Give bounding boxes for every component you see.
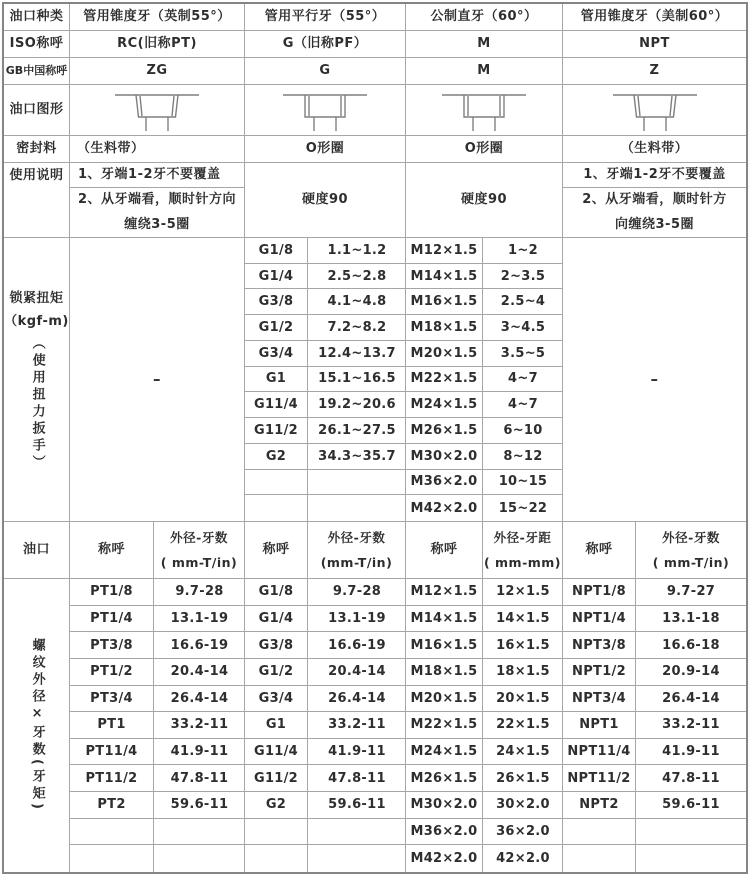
size-header-m-unit-line2: ( mm-mm) bbox=[483, 555, 562, 570]
torque-g-cell-value: 2.5~2.8 bbox=[308, 264, 406, 290]
torque-m-cell-value: 4~7 bbox=[483, 392, 563, 418]
torque-g-cell-value: 7.2~8.2 bbox=[308, 315, 406, 341]
iso-npt: NPT bbox=[639, 35, 670, 51]
gb-rc: ZG bbox=[70, 58, 245, 84]
row-seal bbox=[4, 136, 746, 163]
torque-m-cell-name: M14×1.5 bbox=[406, 264, 483, 290]
sizes-pt-cell-value: 59.6-11 bbox=[154, 792, 245, 819]
sizes-m-cell-value: 14×1.5 bbox=[483, 606, 563, 633]
seal-g: O形圈 bbox=[245, 136, 406, 162]
sizes-g-cell-value bbox=[308, 819, 406, 846]
torque-g-cell-name bbox=[245, 470, 308, 496]
torque-rc: – bbox=[70, 238, 245, 521]
row-diagram bbox=[4, 85, 746, 136]
usage-npt-line1: 1、牙端1-2牙不要覆盖 bbox=[563, 163, 746, 188]
torque-label-vertical: （使用扭力扳手） bbox=[29, 335, 45, 472]
torque-m-cell-name: M26×1.5 bbox=[406, 418, 483, 444]
usage-rc bbox=[70, 163, 245, 237]
seal-npt: （生料带） bbox=[620, 140, 689, 156]
seal-m: O形圈 bbox=[406, 136, 563, 162]
sizes-npt-cell-name: NPT1/8 bbox=[563, 579, 636, 606]
iso-m: M bbox=[406, 31, 563, 57]
sizes-npt-cell-value: 33.2-11 bbox=[636, 712, 746, 739]
sizes-npt-cell-value: 20.9-14 bbox=[636, 659, 746, 686]
torque-m-cell-value: 15~22 bbox=[498, 500, 548, 516]
row-gb bbox=[4, 58, 746, 85]
port-section-icon bbox=[277, 88, 373, 132]
port-diagram-npt bbox=[563, 85, 746, 135]
sizes-m-cell-name: M42×2.0 bbox=[406, 845, 483, 872]
torque-m-cell-name: M18×1.5 bbox=[406, 315, 483, 341]
torque-m-cell-value: 8~12 bbox=[483, 444, 563, 470]
usage-m: 硬度90 bbox=[406, 163, 563, 237]
sizes-g-cell-name: G1/8 bbox=[245, 579, 308, 606]
torque-m-cell-value: 6~10 bbox=[483, 418, 563, 444]
torque-g-cell-name: G3/8 bbox=[245, 289, 308, 315]
sizes-m-grid bbox=[406, 579, 563, 872]
torque-g-cell-value: 26.1~27.5 bbox=[308, 418, 406, 444]
sizes-pt-grid bbox=[70, 579, 245, 872]
sizes-npt-cell-name: NPT1 bbox=[563, 712, 636, 739]
seal-rc: （生料带） bbox=[70, 136, 245, 162]
size-header-g-unit bbox=[308, 522, 406, 578]
sizes-g-cell-name: G11/2 bbox=[245, 765, 308, 792]
usage-rc-line2-3 bbox=[70, 188, 244, 237]
sizes-m-cell-name: M18×1.5 bbox=[406, 659, 483, 686]
sizes-m-cell-value: 36×2.0 bbox=[483, 819, 563, 846]
sizes-g-cell-value: 20.4-14 bbox=[308, 659, 406, 686]
torque-label-line1: 锁紧扭矩 bbox=[9, 291, 64, 307]
torque-m-cell-value: 10~15 bbox=[483, 470, 563, 496]
sizes-m-cell-name: M14×1.5 bbox=[406, 606, 483, 633]
row-usage bbox=[4, 163, 746, 238]
sizes-pt-cell-name: PT1/2 bbox=[70, 659, 154, 686]
row-size-header bbox=[4, 522, 746, 579]
usage-rc-line1: 1、牙端1-2牙不要覆盖 bbox=[70, 163, 244, 188]
usage-npt-line3: 向缠绕3-5圈 bbox=[615, 216, 694, 232]
sizes-pt-cell-value: 47.8-11 bbox=[154, 765, 245, 792]
sizes-g-cell-value: 47.8-11 bbox=[308, 765, 406, 792]
sizes-npt-cell-name: NPT2 bbox=[563, 792, 636, 819]
torque-g-cell-value: 34.3~35.7 bbox=[308, 444, 406, 470]
iso-g: G（旧称PF） bbox=[245, 31, 406, 57]
sizes-g-cell-name bbox=[245, 845, 308, 872]
sizes-m-cell-value: 42×2.0 bbox=[496, 851, 550, 867]
sizes-m-cell-value: 24×1.5 bbox=[483, 739, 563, 766]
sizes-pt-cell-name: PT1/4 bbox=[70, 606, 154, 633]
sizes-g-cell-value: 16.6-19 bbox=[308, 632, 406, 659]
sizes-npt-cell-value: 59.6-11 bbox=[636, 792, 746, 819]
sizes-npt-cell-name bbox=[563, 819, 636, 846]
usage-npt-line2: 2、从牙端看，顺时针方 bbox=[582, 191, 727, 207]
usage-npt-line2-3 bbox=[563, 188, 746, 237]
sizes-m-cell-value: 18×1.5 bbox=[483, 659, 563, 686]
port-section-icon bbox=[436, 88, 532, 132]
sizes-m-cell-value: 20×1.5 bbox=[483, 686, 563, 713]
sizes-pt-cell-value: 16.6-19 bbox=[154, 632, 245, 659]
sizes-pt-cell-value: 33.2-11 bbox=[154, 712, 245, 739]
torque-m-cell-name: M24×1.5 bbox=[406, 392, 483, 418]
gb-npt: Z bbox=[649, 62, 660, 78]
sizes-g-cell-name: G1/4 bbox=[245, 606, 308, 633]
torque-m-cell-name: M16×1.5 bbox=[406, 289, 483, 315]
iso-rc: RC(旧称PT) bbox=[70, 31, 245, 57]
sizes-g-cell-name: G2 bbox=[245, 792, 308, 819]
size-header-m-unit bbox=[483, 522, 563, 578]
size-header-npt-unit-line2: ( mm-T/in) bbox=[652, 555, 730, 570]
sizes-m-cell-value: 30×2.0 bbox=[483, 792, 563, 819]
torque-g-cell-value: 12.4~13.7 bbox=[308, 341, 406, 367]
sizes-npt-cell-value bbox=[636, 819, 746, 846]
row-port-type bbox=[4, 4, 746, 31]
sizes-g-cell-name: G11/4 bbox=[245, 739, 308, 766]
sizes-npt-cell-name: NPT1/4 bbox=[563, 606, 636, 633]
size-header-m-unit-line1: 外径-牙距 bbox=[493, 530, 552, 545]
torque-npt: – bbox=[650, 370, 659, 389]
torque-m-cell-value: 1~2 bbox=[483, 238, 563, 264]
torque-g-cell-value: 19.2~20.6 bbox=[308, 392, 406, 418]
torque-m-grid bbox=[406, 238, 563, 521]
sizes-pt-cell-name bbox=[70, 819, 154, 846]
sizes-pt-cell-name: PT11/4 bbox=[70, 739, 154, 766]
port-diagram-rc bbox=[70, 85, 245, 135]
torque-g-cell-value: 15.1~16.5 bbox=[308, 367, 406, 393]
sizes-npt-cell-value: 16.6-18 bbox=[636, 632, 746, 659]
sizes-pt-cell-name: PT2 bbox=[70, 792, 154, 819]
sizes-pt-cell-name: PT1/8 bbox=[70, 579, 154, 606]
torque-g-cell-name: G1/4 bbox=[245, 264, 308, 290]
size-header-g-unit-line2: (mm-T/in) bbox=[320, 555, 393, 570]
sizes-label-vertical: 螺纹外径×牙数(牙矩) bbox=[29, 638, 45, 813]
sizes-pt-cell-name: PT1 bbox=[70, 712, 154, 739]
size-header-npt-unit-line1: 外径-牙数 bbox=[662, 530, 720, 545]
torque-g-cell-name: G3/4 bbox=[245, 341, 308, 367]
torque-g-cell-name: G2 bbox=[245, 444, 308, 470]
size-header-label: 油口 bbox=[4, 522, 70, 578]
port-diagram-g bbox=[245, 85, 406, 135]
usage-rc-line3: 缠绕3-5圈 bbox=[124, 216, 190, 232]
thread-spec-table bbox=[2, 2, 748, 874]
row-label-seal: 密封料 bbox=[4, 136, 70, 162]
sizes-pt-cell-value: 41.9-11 bbox=[154, 739, 245, 766]
sizes-g-cell-value bbox=[308, 845, 406, 872]
size-header-m-name: 称呼 bbox=[406, 522, 483, 578]
size-header-rc-name: 称呼 bbox=[70, 522, 154, 578]
sizes-g-cell-value: 41.9-11 bbox=[308, 739, 406, 766]
sizes-g-cell-name: G3/8 bbox=[245, 632, 308, 659]
row-label-port-type: 油口种类 bbox=[4, 4, 70, 30]
row-sizes bbox=[4, 579, 746, 872]
sizes-pt-cell-name: PT3/8 bbox=[70, 632, 154, 659]
port-type-m: 公制直牙（60°） bbox=[406, 4, 563, 30]
sizes-pt-cell-value: 26.4-14 bbox=[154, 686, 245, 713]
port-section-icon bbox=[109, 88, 205, 132]
torque-label-line2: （kgf-m) bbox=[4, 313, 69, 329]
sizes-pt-cell-value: 13.1-19 bbox=[154, 606, 245, 633]
sizes-g-grid bbox=[245, 579, 406, 872]
torque-g-cell-value bbox=[308, 495, 406, 521]
torque-g-cell-name: G1/8 bbox=[245, 238, 308, 264]
row-label-diagram: 油口图形 bbox=[4, 85, 70, 135]
sizes-npt-cell-value: 9.7-27 bbox=[636, 579, 746, 606]
torque-g-cell-value: 4.1~4.8 bbox=[308, 289, 406, 315]
sizes-npt-cell-value bbox=[636, 845, 746, 872]
gb-m: M bbox=[406, 58, 563, 84]
sizes-g-cell-name: G1/2 bbox=[245, 659, 308, 686]
torque-g-cell-value: 1.1~1.2 bbox=[308, 238, 406, 264]
sizes-pt-cell-name: PT11/2 bbox=[70, 765, 154, 792]
size-header-npt-unit bbox=[636, 522, 746, 578]
gb-g: G bbox=[245, 58, 406, 84]
torque-m-cell-name: M30×2.0 bbox=[406, 444, 483, 470]
sizes-pt-cell-value bbox=[154, 845, 245, 872]
sizes-pt-cell-value: 20.4-14 bbox=[154, 659, 245, 686]
sizes-m-cell-value: 16×1.5 bbox=[483, 632, 563, 659]
sizes-g-cell-value: 13.1-19 bbox=[308, 606, 406, 633]
usage-g: 硬度90 bbox=[245, 163, 406, 237]
usage-rc-line2: 2、从牙端看，顺时针方向 bbox=[78, 191, 237, 207]
row-label-usage: 使用说明 bbox=[4, 163, 70, 237]
sizes-m-cell-value: 22×1.5 bbox=[483, 712, 563, 739]
sizes-pt-cell-value: 9.7-28 bbox=[154, 579, 245, 606]
row-label-sizes bbox=[4, 579, 70, 872]
sizes-m-cell-value: 12×1.5 bbox=[483, 579, 563, 606]
sizes-m-cell-name: M30×2.0 bbox=[406, 792, 483, 819]
row-label-iso: ISO称呼 bbox=[4, 31, 70, 57]
usage-npt bbox=[563, 163, 746, 237]
row-torque bbox=[4, 238, 746, 522]
torque-m-cell-name: M20×1.5 bbox=[406, 341, 483, 367]
torque-m-cell-value: 4~7 bbox=[483, 367, 563, 393]
row-label-torque bbox=[4, 238, 70, 521]
sizes-g-cell-value: 59.6-11 bbox=[308, 792, 406, 819]
sizes-g-cell-value: 9.7-28 bbox=[308, 579, 406, 606]
sizes-m-cell-name: M20×1.5 bbox=[406, 686, 483, 713]
port-diagram-m bbox=[406, 85, 563, 135]
size-header-rc-unit bbox=[154, 522, 245, 578]
sizes-npt-cell-value: 13.1-18 bbox=[636, 606, 746, 633]
torque-g-cell-name bbox=[245, 495, 308, 521]
sizes-npt-cell-name: NPT3/4 bbox=[563, 686, 636, 713]
torque-m-cell-name: M12×1.5 bbox=[406, 238, 483, 264]
size-header-rc-unit-line2: ( mm-T/in) bbox=[160, 555, 238, 570]
port-type-npt: 管用锥度牙（美制60°） bbox=[580, 8, 729, 24]
torque-m-cell-value: 3.5~5 bbox=[483, 341, 563, 367]
size-header-rc-unit-line1: 外径-牙数 bbox=[170, 530, 228, 545]
sizes-npt-cell-name bbox=[563, 845, 636, 872]
sizes-m-cell-name: M12×1.5 bbox=[406, 579, 483, 606]
sizes-npt-cell-name: NPT11/4 bbox=[563, 739, 636, 766]
port-type-rc: 管用锥度牙（英制55°） bbox=[70, 4, 245, 30]
sizes-m-cell-name: M24×1.5 bbox=[406, 739, 483, 766]
sizes-npt-cell-name: NPT3/8 bbox=[563, 632, 636, 659]
row-label-gb: GB中国称呼 bbox=[4, 58, 70, 84]
sizes-m-cell-name: M26×1.5 bbox=[406, 765, 483, 792]
size-header-npt-name: 称呼 bbox=[563, 522, 636, 578]
torque-m-cell-name: M42×2.0 bbox=[406, 495, 483, 521]
torque-m-cell-value: 2.5~4 bbox=[483, 289, 563, 315]
torque-g-cell-value bbox=[308, 470, 406, 496]
torque-g-cell-name: G11/4 bbox=[245, 392, 308, 418]
sizes-m-cell-value: 26×1.5 bbox=[483, 765, 563, 792]
size-header-g-name: 称呼 bbox=[245, 522, 308, 578]
size-header-g-unit-line1: 外径-牙数 bbox=[327, 530, 386, 545]
torque-g-cell-name: G11/2 bbox=[245, 418, 308, 444]
sizes-npt-cell-value: 41.9-11 bbox=[636, 739, 746, 766]
sizes-g-cell-name: G1 bbox=[245, 712, 308, 739]
sizes-g-cell-value: 26.4-14 bbox=[308, 686, 406, 713]
sizes-g-cell-value: 33.2-11 bbox=[308, 712, 406, 739]
sizes-m-cell-name: M16×1.5 bbox=[406, 632, 483, 659]
torque-g-cell-name: G1/2 bbox=[245, 315, 308, 341]
sizes-npt-cell-value: 47.8-11 bbox=[636, 765, 746, 792]
row-iso bbox=[4, 31, 746, 58]
sizes-m-cell-name: M36×2.0 bbox=[406, 819, 483, 846]
sizes-g-cell-name bbox=[245, 819, 308, 846]
sizes-g-cell-name: G3/4 bbox=[245, 686, 308, 713]
sizes-m-cell-name: M22×1.5 bbox=[406, 712, 483, 739]
sizes-pt-cell-name bbox=[70, 845, 154, 872]
sizes-pt-cell-value bbox=[154, 819, 245, 846]
torque-g-cell-name: G1 bbox=[245, 367, 308, 393]
sizes-npt-cell-value: 26.4-14 bbox=[636, 686, 746, 713]
sizes-pt-cell-name: PT3/4 bbox=[70, 686, 154, 713]
port-section-icon bbox=[607, 88, 703, 132]
sizes-npt-cell-name: NPT1/2 bbox=[563, 659, 636, 686]
torque-m-cell-value: 3~4.5 bbox=[483, 315, 563, 341]
torque-m-cell-name: M22×1.5 bbox=[406, 367, 483, 393]
torque-g-grid bbox=[245, 238, 406, 521]
port-type-g: 管用平行牙（55°） bbox=[245, 4, 406, 30]
torque-m-cell-name: M36×2.0 bbox=[406, 470, 483, 496]
sizes-npt-cell-name: NPT11/2 bbox=[563, 765, 636, 792]
sizes-npt-grid bbox=[563, 579, 746, 872]
torque-m-cell-value: 2~3.5 bbox=[483, 264, 563, 290]
